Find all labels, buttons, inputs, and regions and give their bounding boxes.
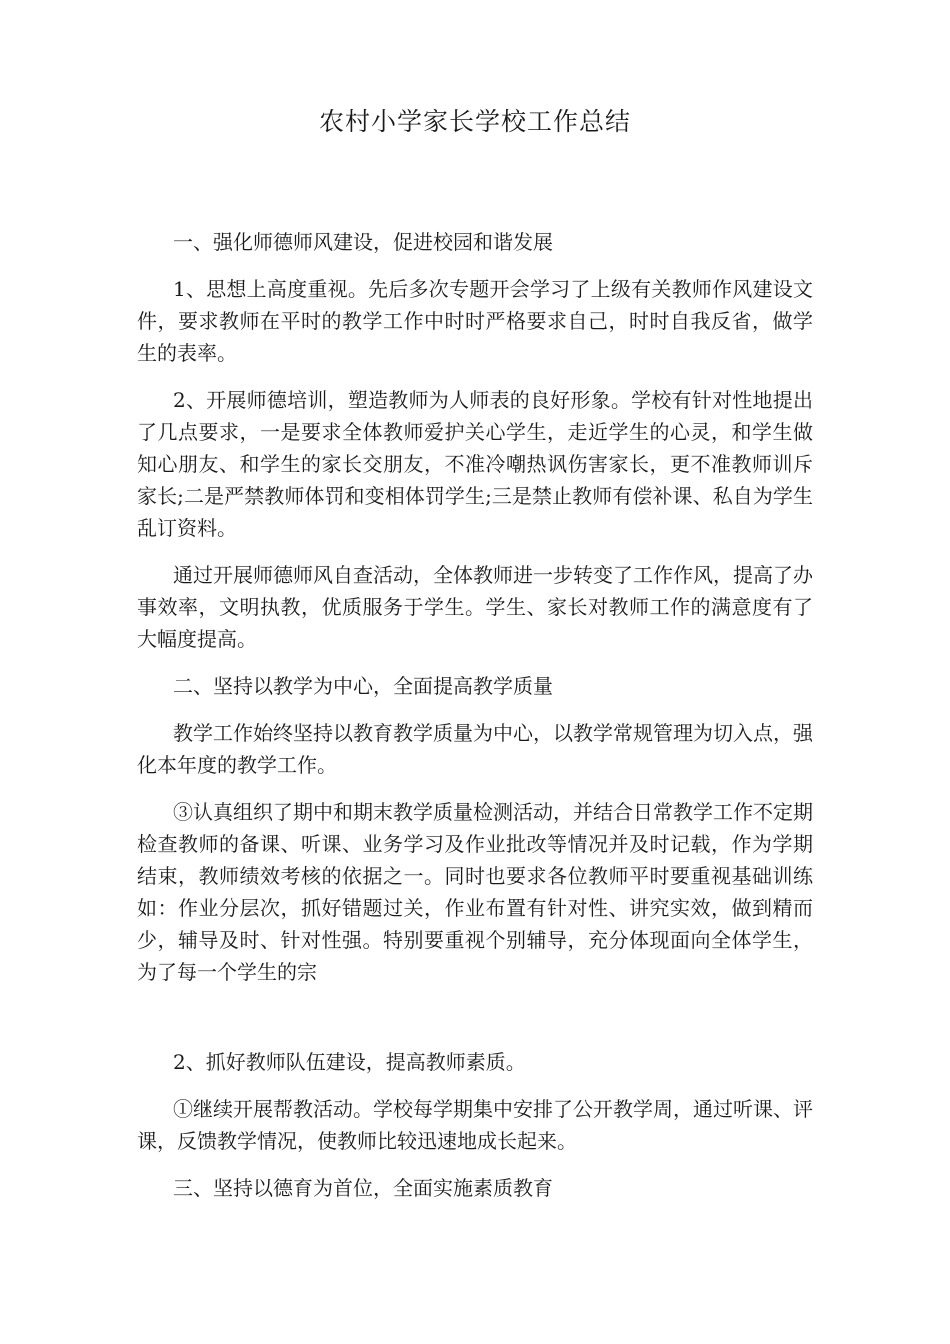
document-title: 农村小学家长学校工作总结 (318, 107, 631, 136)
paragraph-3: 通过开展师德师风自查活动，全体教师进一步转变了工作作风，提高了办事效率，文明执教，优质服务于学生。学生、家长对教师工作的满意度有了大幅度提高。 (137, 563, 813, 651)
section-heading-2: 二、坚持以教学为中心，全面提高教学质量 (173, 674, 553, 698)
paragraph-7: ①继续开展帮教活动。学校每学期集中安排了公开教学周，通过听课、评课，反馈教学情况，使教师比较迅速地成长起来。 (137, 1097, 813, 1153)
section-heading-1: 一、强化师德师风建设，促进校园和谐发展 (173, 230, 553, 254)
paragraph-1: 1、思想上高度重视。先后多次专题开会学习了上级有关教师作风建设文件，要求教师在平时的教学工作中时时严格要求自己，时时自我反省，做学生的表率。 (137, 277, 813, 365)
paragraph-4: 教学工作始终坚持以教育教学质量为中心，以教学常规管理为切入点，强化本年度的教学工作。 (137, 721, 813, 777)
document-body (137, 226, 813, 1219)
paragraph-2: 2、开展师德培训，塑造教师为人师表的良好形象。学校有针对性地提出了几点要求，一是要求全体教师爱护关心学生，走近学生的心灵，和学生做知心朋友、和学生的家长交朋友，不准冷嘲热讽伤害家长，更不准教师训斥家长;二是严禁教师体罚和变相体罚学生;三是禁止教师有偿补课、私自为学生乱订资料。 (137, 388, 813, 540)
paragraph-6: 2、抓好教师队伍建设，提高教师素质。 (173, 1050, 526, 1074)
section-heading-3: 三、坚持以德育为首位，全面实施素质教育 (173, 1176, 553, 1200)
paragraph-5: ③认真组织了期中和期末教学质量检测活动，并结合日常教学工作不定期检查教师的备课、听课、业务学习及作业批改等情况并及时记载，作为学期结束，教师绩效考核的依据之一。同时也要求各位教师平时要重视基础训练如：作业分层次，抓好错题过关，作业布置有针对性、讲究实效，做到精而少，辅导及时、针对性强。特别要重视个别辅导，充分体现面向全体学生，为了每一个学生的宗 (137, 800, 813, 984)
